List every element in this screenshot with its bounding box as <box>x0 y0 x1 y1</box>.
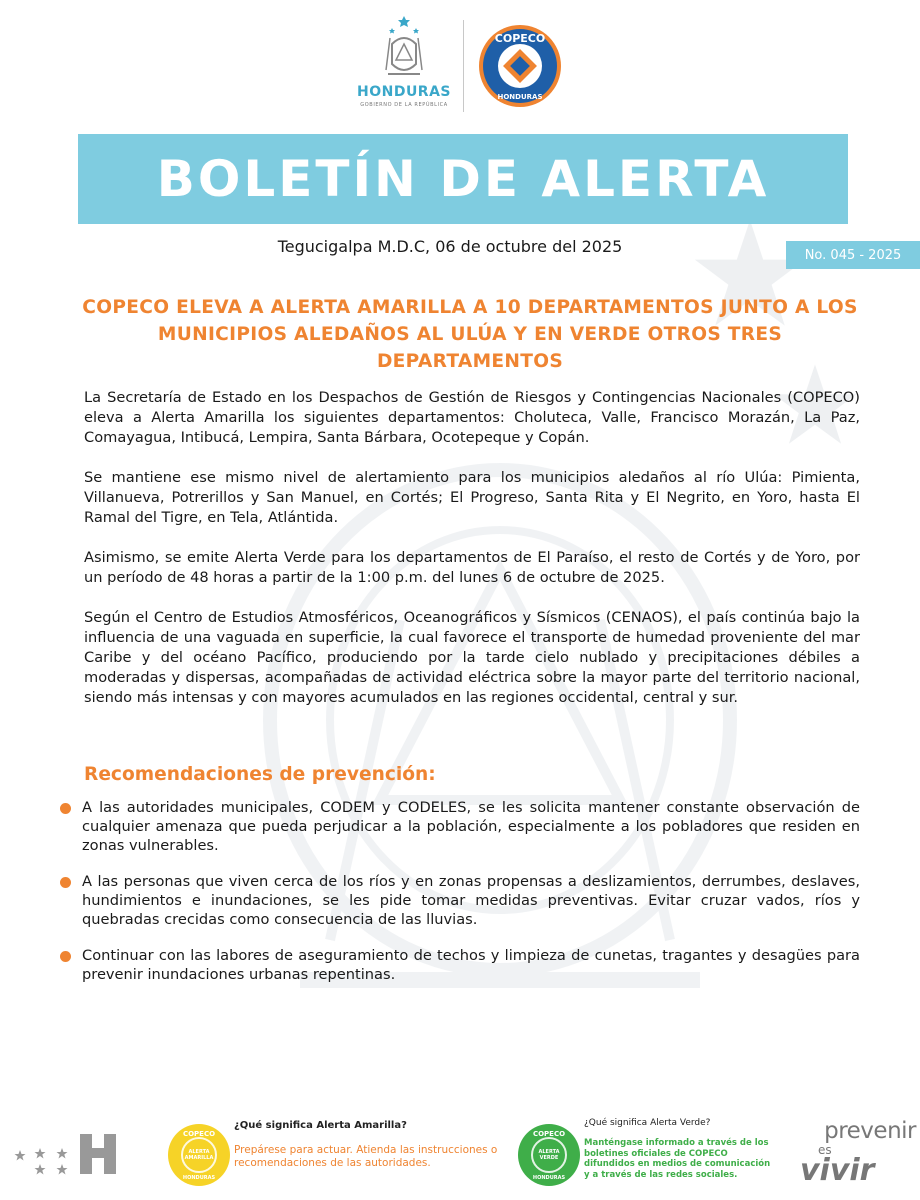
page-title: BOLETÍN DE ALERTA <box>156 150 770 208</box>
bullet-dot-icon <box>60 877 71 888</box>
badge-center-text: ALERTA AMARILLA <box>184 1149 214 1161</box>
honduras-emblem-icon <box>382 14 426 84</box>
badge-bottom-text: HONDURAS <box>532 1175 566 1181</box>
recommendations-title: Recomendaciones de prevención: <box>84 764 436 785</box>
recommendations-list <box>58 798 860 1001</box>
headline: COPECO ELEVA A ALERTA AMARILLA A 10 DEPARTAMENTOS JUNTO A LOS MUNICIPIOS ALEDAÑOS AL ULÚA Y EN VERDE OTROS TRES DEPARTAMENTOS <box>82 297 858 372</box>
bulletin-number-badge: No. 045 - 2025 <box>786 241 920 269</box>
copeco-logo-bottom-text: HONDURAS <box>497 93 543 101</box>
list-item <box>58 798 860 855</box>
badge-bottom-text: HONDURAS <box>182 1175 216 1181</box>
yellow-alert-question: ¿Qué significa Alerta Amarilla? <box>234 1120 407 1131</box>
list-item-text: A las personas que viven cerca de los ríos y en zonas propensas a deslizamientos, derrumbes, deslaves, hundimientos e inundaciones, se les pide tomar medidas preventivas. Evitar cruzar vados, ríos y quebradas crecidas como consecuencia de las lluvias. <box>82 873 860 928</box>
slogan-line-1: prevenir <box>824 1118 916 1144</box>
green-alert-question: ¿Qué significa Alerta Verde? <box>584 1118 711 1128</box>
badge-top-text: COPECO <box>532 1130 566 1138</box>
badge-top-text: COPECO <box>182 1130 216 1138</box>
slogan-logo <box>800 1118 916 1186</box>
list-item <box>58 946 860 984</box>
slogan-line-2: es <box>818 1143 832 1157</box>
alerta-amarilla-badge <box>168 1124 230 1186</box>
paragraph: Asimismo, se emite Alerta Verde para los departamentos de El Paraíso, el resto de Cortés y de Yoro, por un período de 48 horas a partir de la 1:00 p.m. del lunes 6 de octubre de 2025. <box>84 549 860 586</box>
government-subtitle: GOBIERNO DE LA REPÚBLICA <box>360 102 448 108</box>
yellow-alert-description: Prepárese para actuar. Atienda las instrucciones o recomendaciones de las autoridades. <box>234 1144 498 1169</box>
five-stars-icon <box>12 1130 72 1180</box>
list-item-text: A las autoridades municipales, CODEM y CODELES, se les solicita mantener constante observación de cualquier amenaza que pueda perjudicar a la población, especialmente a los pobladores que residen en zonas vulnerables. <box>82 799 860 854</box>
badge-center-text: ALERTA VERDE <box>538 1149 560 1161</box>
list-item-text: Continuar con las labores de aseguramiento de techos y limpieza de cunetas, tragantes y desagües para prevenir inundaciones urbanas repentinas. <box>82 947 860 983</box>
alerta-verde-badge <box>518 1124 580 1186</box>
honduras-h-logo-icon <box>76 1132 120 1176</box>
paragraph: Según el Centro de Estudios Atmosféricos, Oceanográficos y Sísmicos (CENAOS), el país continúa bajo la influencia de una vaguada en superficie, la cual favorece el transporte de humedad proveniente del mar Caribe y del océano Pacífico, produciendo por la tarde cielo nublado y precipitaciones débiles a moderadas y dispersas, acompañadas de actividad eléctrica sobre la mayor parte del territorio nacional, siendo más intensas y con mayores acumulados en las regiones occidental, central y sur. <box>84 609 860 706</box>
body-text <box>84 388 860 728</box>
footer <box>0 1110 920 1200</box>
country-name: HONDURAS <box>356 84 452 100</box>
badge-center <box>181 1137 217 1173</box>
title-banner <box>78 134 848 224</box>
paragraph: Se mantiene ese mismo nivel de alertamiento para los municipios aledaños al río Ulúa: Pimienta, Villanueva, Potrerillos y San Manuel, en Cortés; El Progreso, Santa Rita y El Negrito, en Yoro, hasta El Ramal del Tigre, en Tela, Atlántida. <box>84 469 860 526</box>
bullet-dot-icon <box>60 951 71 962</box>
green-alert-description: Manténgase informado a través de los boletines oficiales de COPECO difundidos en medios de comunicación y a través de las redes sociales. <box>584 1138 771 1180</box>
badge-center <box>531 1137 567 1173</box>
slogan-line-3: vivir <box>800 1153 875 1188</box>
paragraph: La Secretaría de Estado en los Despachos de Gestión de Riesgos y Contingencias Nacionales (COPECO) eleva a Alerta Amarilla los siguientes departamentos: Choluteca, Valle, Francisco Morazán, La Paz, Comayagua, Intibucá, Lempira, Santa Bárbara, Ocotepeque y Copán. <box>84 389 860 446</box>
logo-divider <box>463 20 464 112</box>
copeco-logo <box>478 24 562 108</box>
bullet-dot-icon <box>60 803 71 814</box>
list-item <box>58 872 860 929</box>
header-logos <box>0 14 920 114</box>
honduras-government-logo <box>352 14 456 114</box>
date-line: Tegucigalpa M.D.C, 06 de octubre del 2025 <box>277 237 623 256</box>
copeco-logo-top-text: COPECO <box>494 32 546 45</box>
